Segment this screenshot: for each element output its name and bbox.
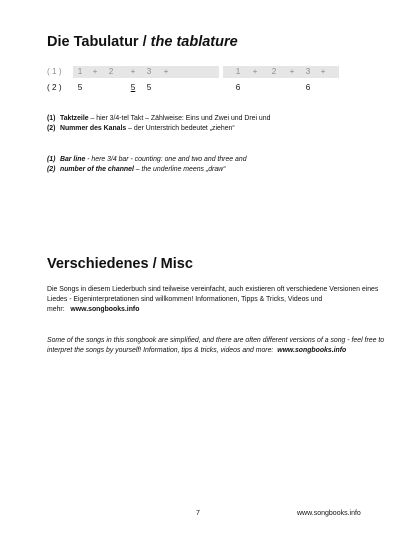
- legend-de-2: (2) Nummer des Kanals – der Unterstrich bedeutet „ziehen“: [47, 125, 235, 132]
- misc-paragraph-de: Die Songs in diesem Liederbuch sind teilweise vereinfacht, auch existieren oft verschiedene Versionen eines Liedes - Eigeninterpretationen sind willkommen! Informationen, Tipps & Tricks, Videos und mehr: www.songbooks.info: [47, 286, 379, 313]
- count-cell: +: [130, 67, 136, 76]
- tablature-title-de: Die Tabulatur /: [47, 34, 151, 50]
- misc-link-en[interactable]: www.songbooks.info: [277, 346, 347, 354]
- tablature-title-en: the tablature: [150, 34, 238, 50]
- misc-paragraph-en: Some of the songs in this songbook are simplified, and there are often different versions of a song - feel free to interpret the songs by yourself! Information, tips & tricks, videos and more: www.songbooks.info: [47, 337, 385, 354]
- legend-en-2: (2) number of the channel – the underline meens „draw“: [47, 166, 226, 173]
- count-cell: 3: [305, 67, 311, 76]
- tablature-row-1: [47, 66, 326, 78]
- count-cell: 1: [235, 67, 241, 76]
- page-number: 7: [196, 510, 200, 517]
- count-cell: 2: [271, 67, 277, 76]
- note-cell: 6: [235, 83, 241, 92]
- legend-de-1: (1) Taktzeile – hier 3/4-tel Takt – Zählweise: Eins und Zwei und Drei und: [47, 115, 271, 122]
- count-cell: +: [252, 67, 258, 76]
- misc-link-de[interactable]: www.songbooks.info: [70, 305, 140, 313]
- note-cell: 5: [77, 83, 83, 92]
- legend-en-1: (1) Bar line - here 3/4 bar - counting: one and two and three and: [47, 156, 247, 163]
- count-cell: +: [289, 67, 295, 76]
- tablature-heading: [47, 34, 238, 50]
- count-cell: 2: [108, 67, 114, 76]
- row-1-label: ( 1 ): [47, 67, 62, 76]
- note-cell: 5: [146, 83, 152, 92]
- count-cell: +: [92, 67, 98, 76]
- note-cell: 6: [305, 83, 311, 92]
- count-cell: 3: [146, 67, 152, 76]
- row-2-label: ( 2 ): [47, 83, 62, 92]
- footer-website[interactable]: www.songbooks.info: [297, 510, 361, 517]
- note-cell-draw: 5: [130, 83, 136, 92]
- tablature-row-2: [47, 82, 311, 94]
- count-cell: 1: [77, 67, 83, 76]
- misc-heading: Verschiedenes / Misc: [47, 256, 193, 272]
- count-cell: +: [163, 67, 169, 76]
- count-cell: +: [320, 67, 326, 76]
